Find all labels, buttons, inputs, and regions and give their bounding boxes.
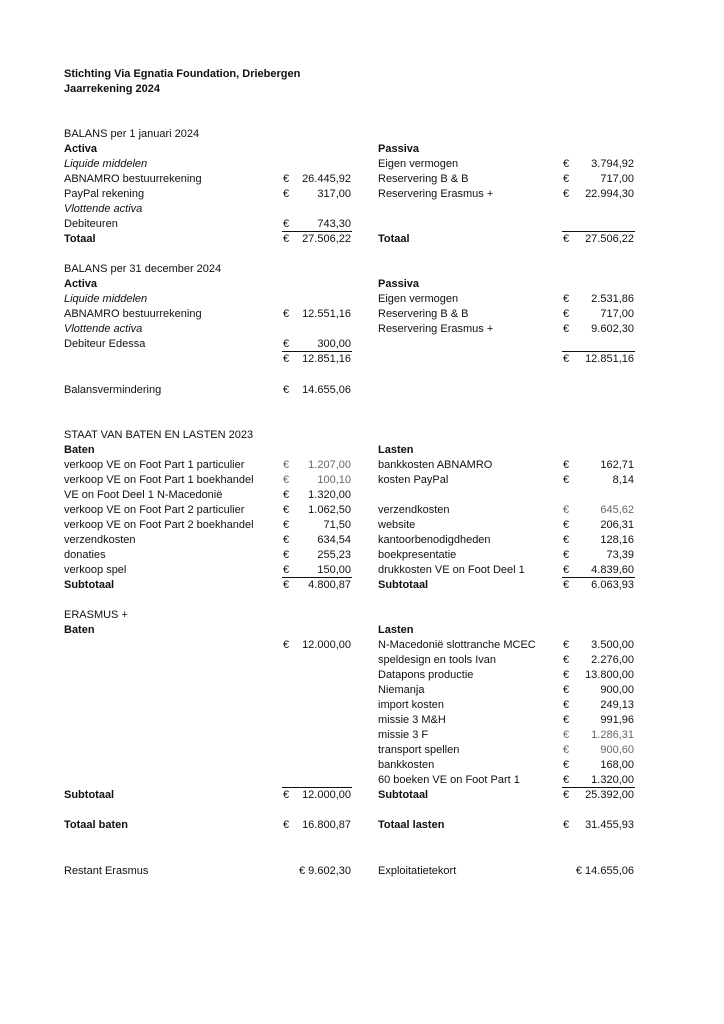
- sum-underline: [282, 231, 352, 232]
- euro-sign: €: [563, 714, 570, 726]
- lasten-row-label: Datapons productie: [378, 669, 474, 681]
- lasten-row-amount: 73,39: [606, 549, 634, 561]
- activa-row-amount: 317,00: [317, 188, 351, 200]
- euro-sign: €: [563, 293, 570, 305]
- sum-underline: [282, 351, 352, 352]
- lasten-row-amount: 168,00: [600, 759, 634, 771]
- baten-heading: Baten: [64, 624, 95, 636]
- lasten-row-amount: 1.286,31: [591, 729, 634, 741]
- activa-row-amount: 26.445,92: [302, 173, 351, 185]
- euro-sign: €: [283, 233, 290, 245]
- lasten-row-amount: 206,31: [600, 519, 634, 531]
- sum-underline: [562, 231, 635, 232]
- euro-sign: €: [563, 669, 570, 681]
- lasten-row-amount: 900,60: [600, 744, 634, 756]
- passiva-row-amount: 717,00: [600, 173, 634, 185]
- passiva-row-label: Reservering Erasmus +: [378, 188, 494, 200]
- euro-sign: €: [563, 744, 570, 756]
- passiva-row-label: Eigen vermogen: [378, 293, 459, 305]
- passiva-row-amount: 3.794,92: [591, 158, 634, 170]
- activa-row-amount: 12.551,16: [302, 308, 351, 320]
- activa-row-amount: 300,00: [317, 338, 351, 350]
- lasten-row-label: kantoorbenodigdheden: [378, 534, 491, 546]
- lasten-heading: Lasten: [378, 444, 414, 456]
- euro-sign: €: [563, 759, 570, 771]
- subtotaal-baten-amount: 4.800,87: [308, 579, 351, 591]
- lasten-row-label: boekpresentatie: [378, 549, 457, 561]
- subtotaal-label: Subtotaal: [64, 579, 115, 591]
- activa-row-amount: 743,30: [317, 218, 351, 230]
- euro-sign: €: [563, 188, 570, 200]
- lasten-row-label: import kosten: [378, 699, 445, 711]
- sum-underline: [562, 577, 635, 578]
- euro-sign: €: [283, 459, 290, 471]
- passiva-row-label: Reservering B & B: [378, 173, 469, 185]
- activa-row-label: PayPal rekening: [64, 188, 145, 200]
- lasten-row-label: verzendkosten: [378, 504, 450, 516]
- liquide-middelen-label: Liquide middelen: [64, 158, 148, 170]
- lasten-row-label: bankkosten ABNAMRO: [378, 459, 493, 471]
- euro-sign: €: [563, 459, 570, 471]
- sum-underline: [562, 351, 635, 352]
- euro-sign: €: [283, 549, 290, 561]
- liquide-middelen-label: Liquide middelen: [64, 293, 148, 305]
- totaal-baten-label: Totaal baten: [64, 819, 128, 831]
- euro-sign: €: [283, 564, 290, 576]
- lasten-row-label: kosten PayPal: [378, 474, 449, 486]
- euro-sign: €: [563, 639, 570, 651]
- lasten-row-amount: 645,62: [600, 504, 634, 516]
- euro-sign: €: [283, 579, 290, 591]
- euro-sign: €: [563, 774, 570, 786]
- baten-row-label: VE on Foot Deel 1 N-Macedonië: [64, 489, 223, 501]
- euro-sign: €: [283, 519, 290, 531]
- passiva-heading: Passiva: [378, 143, 419, 155]
- euro-sign: €: [283, 474, 290, 486]
- euro-sign: €: [283, 338, 290, 350]
- lasten-row-amount: 900,00: [600, 684, 634, 696]
- activa-row-label: Debiteuren: [64, 218, 118, 230]
- passiva-row-amount: 22.994,30: [585, 188, 634, 200]
- baten-row-amount: 634,54: [317, 534, 351, 546]
- report-subtitle: Jaarrekening 2024: [64, 83, 161, 95]
- euro-sign: €: [283, 353, 290, 365]
- euro-sign: €: [283, 639, 290, 651]
- activa-heading: Activa: [64, 278, 98, 290]
- lasten-row-label: N-Macedonië slottranche MCEC: [378, 639, 536, 651]
- lasten-row-label: Niemanja: [378, 684, 425, 696]
- baten-row-amount: 1.207,00: [308, 459, 351, 471]
- baten-heading: Baten: [64, 444, 95, 456]
- lasten-row-label: transport spellen: [378, 744, 460, 756]
- totaal-label: Totaal: [64, 233, 96, 245]
- balansvermindering-label: Balansvermindering: [64, 384, 162, 396]
- euro-sign: €: [563, 564, 570, 576]
- sum-underline: [282, 577, 352, 578]
- baten-row-label: verkoop VE on Foot Part 2 boekhandel: [64, 519, 254, 531]
- sum-underline: [562, 787, 635, 788]
- totaal-activa-amount: 27.506,22: [302, 233, 351, 245]
- totaal-activa-amount: 12.851,16: [302, 353, 351, 365]
- restant-erasmus-amount: € 9.602,30: [299, 865, 351, 877]
- euro-sign: €: [283, 789, 290, 801]
- euro-sign: €: [563, 519, 570, 531]
- exploitatietekort-label: Exploitatietekort: [378, 865, 457, 877]
- euro-sign: €: [283, 188, 290, 200]
- lasten-row-amount: 4.839,60: [591, 564, 634, 576]
- vlottende-activa-label: Vlottende activa: [64, 203, 143, 215]
- vlottende-activa-label: Vlottende activa: [64, 323, 143, 335]
- passiva-row-amount: 9.602,30: [591, 323, 634, 335]
- lasten-row-label: drukkosten VE on Foot Deel 1: [378, 564, 525, 576]
- totaal-passiva-amount: 27.506,22: [585, 233, 634, 245]
- subtotaal-label: Subtotaal: [378, 789, 429, 801]
- euro-sign: €: [563, 534, 570, 546]
- euro-sign: €: [283, 218, 290, 230]
- subtotaal-baten-amount: 12.000,00: [302, 789, 351, 801]
- lasten-row-amount: 162,71: [600, 459, 634, 471]
- euro-sign: €: [283, 504, 290, 516]
- euro-sign: €: [283, 384, 290, 396]
- lasten-row-label: website: [378, 519, 416, 531]
- activa-row-label: ABNAMRO bestuurrekening: [64, 308, 202, 320]
- baten-row-amount: 1.062,50: [308, 504, 351, 516]
- lasten-row-amount: 991,96: [600, 714, 634, 726]
- baten-row-label: verkoop VE on Foot Part 2 particulier: [64, 504, 245, 516]
- baten-row-label: verkoop VE on Foot Part 1 particulier: [64, 459, 245, 471]
- euro-sign: €: [563, 323, 570, 335]
- lasten-row-amount: 2.276,00: [591, 654, 634, 666]
- lasten-row-amount: 8,14: [612, 474, 634, 486]
- lasten-row-label: missie 3 F: [378, 729, 429, 741]
- balans-dec-title: BALANS per 31 december 2024: [64, 263, 222, 275]
- baten-row-label: donaties: [64, 549, 106, 561]
- baten-row-amount: 100,10: [317, 474, 351, 486]
- lasten-row-label: missie 3 M&H: [378, 714, 446, 726]
- lasten-row-amount: 249,13: [600, 699, 634, 711]
- totaal-passiva-amount: 12.851,16: [585, 353, 634, 365]
- totaal-label: Totaal: [378, 233, 410, 245]
- euro-sign: €: [283, 489, 290, 501]
- org-title: Stichting Via Egnatia Foundation, Driebergen: [64, 68, 301, 80]
- baten-row-amount: 1.320,00: [308, 489, 351, 501]
- baten-row-label: verkoop VE on Foot Part 1 boekhandel: [64, 474, 254, 486]
- activa-row-label: ABNAMRO bestuurrekening: [64, 173, 202, 185]
- euro-sign: €: [563, 158, 570, 170]
- passiva-row-label: Reservering B & B: [378, 308, 469, 320]
- baten-row-amount: 150,00: [317, 564, 351, 576]
- euro-sign: €: [283, 308, 290, 320]
- passiva-row-label: Reservering Erasmus +: [378, 323, 494, 335]
- euro-sign: €: [563, 684, 570, 696]
- lasten-row-amount: 3.500,00: [591, 639, 634, 651]
- lasten-row-amount: 13.800,00: [585, 669, 634, 681]
- euro-sign: €: [563, 654, 570, 666]
- baten-row-amount: 71,50: [323, 519, 351, 531]
- euro-sign: €: [563, 474, 570, 486]
- totaal-lasten-label: Totaal lasten: [378, 819, 445, 831]
- euro-sign: €: [283, 534, 290, 546]
- euro-sign: €: [563, 789, 570, 801]
- lasten-row-label: speldesign en tools Ivan: [378, 654, 497, 666]
- totaal-baten-amount: 16.800,87: [302, 819, 351, 831]
- euro-sign: €: [563, 699, 570, 711]
- subtotaal-label: Subtotaal: [64, 789, 115, 801]
- euro-sign: €: [563, 173, 570, 185]
- lasten-row-amount: 128,16: [600, 534, 634, 546]
- activa-heading: Activa: [64, 143, 98, 155]
- staat-title: STAAT VAN BATEN EN LASTEN 2023: [64, 429, 254, 441]
- euro-sign: €: [283, 173, 290, 185]
- lasten-row-label: bankkosten: [378, 759, 435, 771]
- passiva-row-amount: 2.531,86: [591, 293, 634, 305]
- passiva-row-amount: 717,00: [600, 308, 634, 320]
- subtotaal-lasten-amount: 6.063,93: [591, 579, 634, 591]
- subtotaal-lasten-amount: 25.392,00: [585, 789, 634, 801]
- activa-row-label: Debiteur Edessa: [64, 338, 146, 350]
- lasten-row-label: 60 boeken VE on Foot Part 1: [378, 774, 520, 786]
- balans-jan-title: BALANS per 1 januari 2024: [64, 128, 200, 140]
- erasmus-baten-amount: 12.000,00: [302, 639, 351, 651]
- euro-sign: €: [563, 308, 570, 320]
- baten-row-label: verzendkosten: [64, 534, 136, 546]
- euro-sign: €: [563, 353, 570, 365]
- subtotaal-label: Subtotaal: [378, 579, 429, 591]
- euro-sign: €: [563, 729, 570, 741]
- lasten-row-amount: 1.320,00: [591, 774, 634, 786]
- euro-sign: €: [563, 504, 570, 516]
- restant-erasmus-label: Restant Erasmus: [64, 865, 149, 877]
- passiva-heading: Passiva: [378, 278, 419, 290]
- euro-sign: €: [283, 819, 290, 831]
- baten-row-amount: 255,23: [317, 549, 351, 561]
- exploitatietekort-amount: € 14.655,06: [575, 865, 634, 877]
- euro-sign: €: [563, 549, 570, 561]
- euro-sign: €: [563, 819, 570, 831]
- totaal-lasten-amount: 31.455,93: [585, 819, 634, 831]
- lasten-heading: Lasten: [378, 624, 414, 636]
- erasmus-title: ERASMUS +: [64, 609, 128, 621]
- euro-sign: €: [563, 233, 570, 245]
- euro-sign: €: [563, 579, 570, 591]
- balansvermindering-amount: 14.655,06: [302, 384, 351, 396]
- baten-row-label: verkoop spel: [64, 564, 127, 576]
- sum-underline: [282, 787, 352, 788]
- passiva-row-label: Eigen vermogen: [378, 158, 459, 170]
